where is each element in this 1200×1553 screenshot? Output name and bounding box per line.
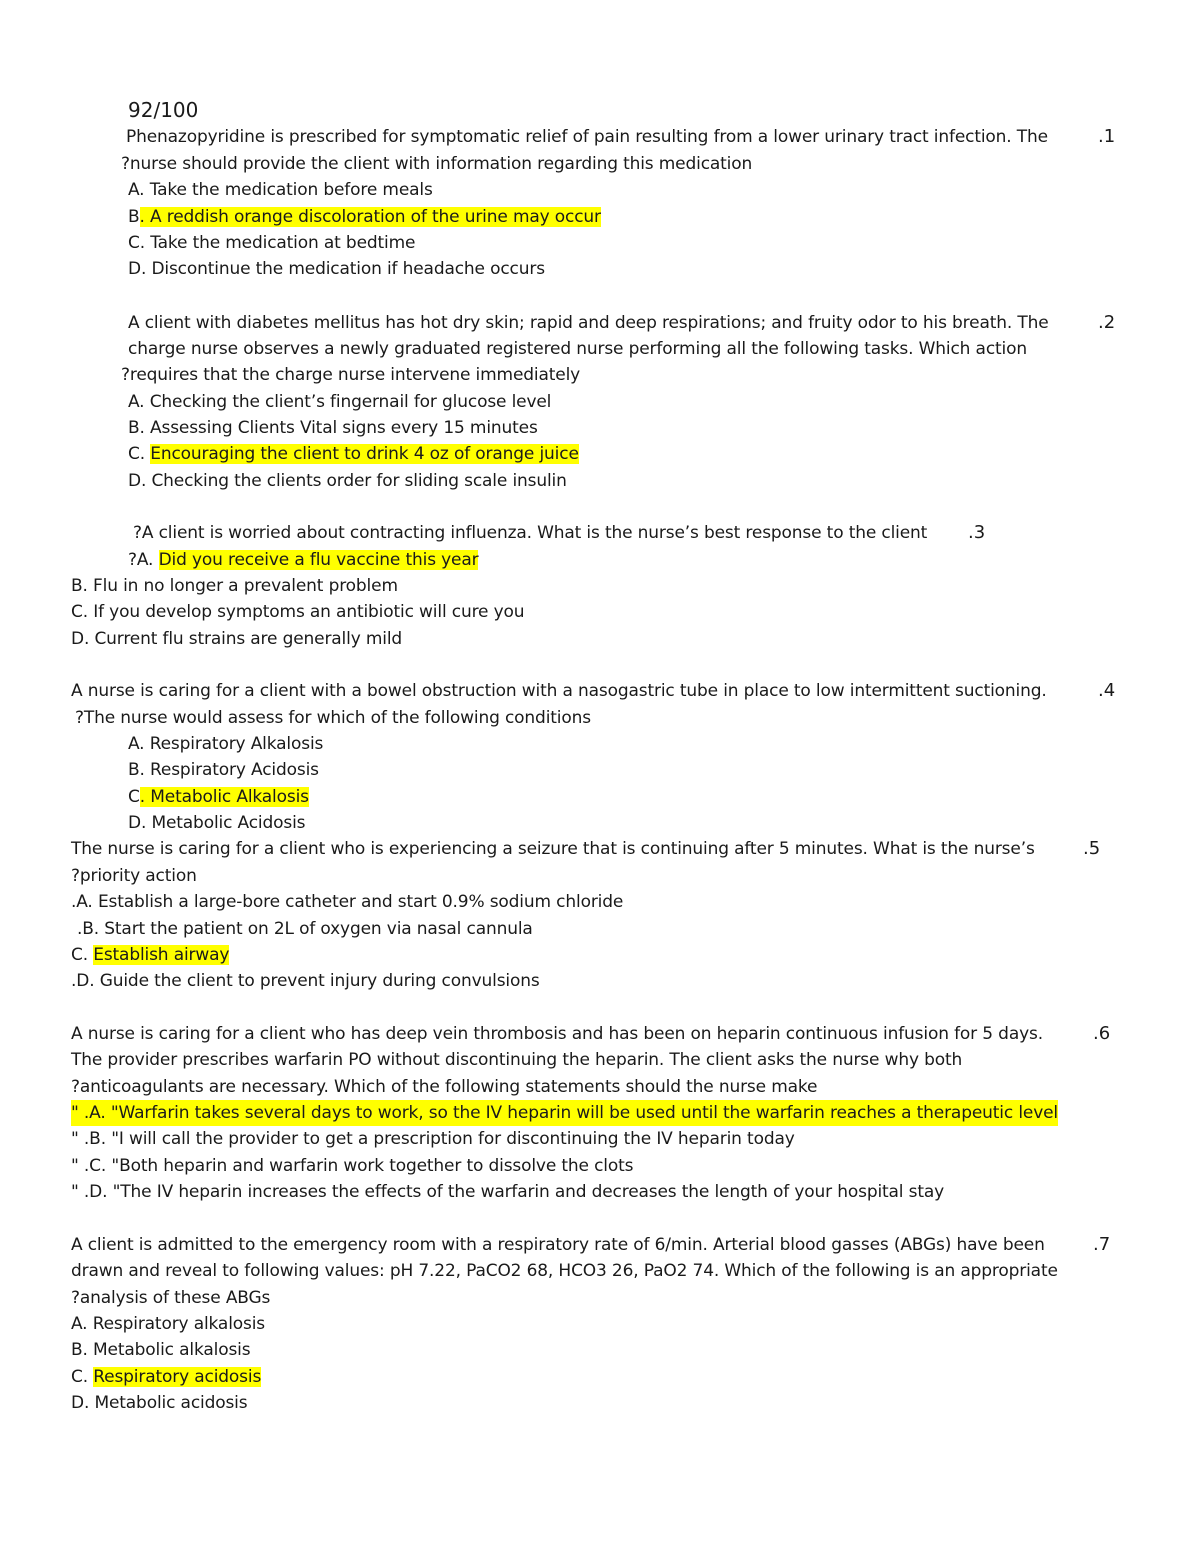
option-prefix: B: [128, 207, 140, 227]
option-b: B. Metabolic alkalosis: [71, 1340, 251, 1360]
option-c: C. Take the medication at bedtime: [128, 233, 416, 253]
question-number: .2: [1098, 312, 1116, 333]
option-prefix: C: [128, 787, 140, 807]
option-a: A. Take the medication before meals: [128, 180, 433, 200]
option-c-correct: [71, 942, 229, 968]
option-prefix: C.: [71, 1367, 94, 1387]
question-text: drawn and reveal to following values: pH 7.22, PaCO2 68, HCO3 26, PaO2 74. Which of the following is an appropriate: [71, 1261, 1058, 1281]
answer-highlight: . A reddish orange discoloration of the urine may occur: [139, 207, 601, 227]
question-text: The provider prescribes warfarin PO without discontinuing the heparin. The client asks the nurse why both: [71, 1050, 963, 1070]
option-prefix: C.: [128, 444, 151, 464]
question-text: ?The nurse would assess for which of the following conditions: [75, 708, 591, 728]
option-d: D. Checking the clients order for sliding scale insulin: [128, 471, 567, 491]
question-text: charge nurse observes a newly graduated registered nurse performing all the following tasks. Which action: [128, 339, 1027, 359]
question-text: ?requires that the charge nurse intervene immediately: [121, 365, 581, 385]
question-text: A client with diabetes mellitus has hot dry skin; rapid and deep respirations; and fruity odor to his breath. The: [128, 313, 1049, 333]
option-b: B. Flu in no longer a prevalent problem: [71, 576, 398, 596]
option-a: A. Checking the client’s fingernail for glucose level: [128, 392, 552, 412]
option-b: " .B. "I will call the provider to get a prescription for discontinuing the IV heparin today: [71, 1129, 795, 1149]
option-c-correct: [71, 1364, 261, 1390]
option-d: " .D. "The IV heparin increases the effects of the warfarin and decreases the length of your hospital stay: [71, 1182, 945, 1202]
option-prefix: C.: [71, 945, 94, 965]
option-d: D. Metabolic Acidosis: [128, 813, 306, 833]
question-text: ?anticoagulants are necessary. Which of the following statements should the nurse make: [71, 1077, 818, 1097]
question-number: .4: [1098, 680, 1116, 701]
question-text: A nurse is caring for a client who has deep vein thrombosis and has been on heparin continuous infusion for 5 days.: [71, 1024, 1043, 1044]
option-d: D. Discontinue the medication if headache occurs: [128, 259, 545, 279]
option-b: B. Assessing Clients Vital signs every 15 minutes: [128, 418, 538, 438]
option-prefix: ?A.: [128, 550, 159, 570]
question-number: .1: [1098, 126, 1116, 147]
answer-highlight: . Metabolic Alkalosis: [139, 787, 309, 807]
option-c-correct: [128, 784, 309, 810]
option-d: D. Metabolic acidosis: [71, 1393, 248, 1413]
question-number: .7: [1093, 1234, 1111, 1255]
option-b: B. Respiratory Acidosis: [128, 760, 319, 780]
option-a-correct: [128, 547, 478, 573]
question-text: A nurse is caring for a client with a bowel obstruction with a nasogastric tube in place to low intermittent suctioning.: [71, 681, 1047, 701]
option-d: .D. Guide the client to prevent injury during convulsions: [71, 971, 540, 991]
option-c: C. If you develop symptoms an antibiotic will cure you: [71, 602, 525, 622]
question-text: The nurse is caring for a client who is experiencing a seizure that is continuing after 5 minutes. What is the nurse’s: [71, 839, 1035, 859]
answer-highlight: Encouraging the client to drink 4 oz of orange juice: [150, 444, 579, 464]
option-c-correct: [128, 441, 579, 467]
score: 92/100: [128, 98, 199, 122]
option-c: " .C. "Both heparin and warfarin work together to dissolve the clots: [71, 1156, 634, 1176]
option-a: A. Respiratory alkalosis: [71, 1314, 266, 1334]
option-a: A. Respiratory Alkalosis: [128, 734, 324, 754]
answer-highlight: Did you receive a flu vaccine this year: [158, 550, 479, 570]
question-text: ?A client is worried about contracting influenza. What is the nurse’s best response to the client: [133, 523, 928, 543]
option-b: .B. Start the patient on 2L of oxygen via nasal cannula: [77, 919, 533, 939]
option-b-correct: [128, 204, 601, 230]
option-d: D. Current flu strains are generally mild: [71, 629, 403, 649]
option-a: .A. Establish a large-bore catheter and start 0.9% sodium chloride: [71, 892, 624, 912]
question-text: ?analysis of these ABGs: [71, 1288, 271, 1308]
question-text: A client is admitted to the emergency room with a respiratory rate of 6/min. Arterial blood gasses (ABGs) have been: [71, 1235, 1045, 1255]
answer-highlight: Establish airway: [93, 945, 230, 965]
option-a-correct: " .A. "Warfarin takes several days to work, so the IV heparin will be used until the warfarin reaches a therapeutic level: [71, 1100, 1058, 1126]
answer-highlight: Respiratory acidosis: [93, 1367, 262, 1387]
question-number: .5: [1083, 838, 1101, 859]
question-number: .3: [968, 522, 986, 543]
question-text: ?nurse should provide the client with information regarding this medication: [121, 154, 753, 174]
question-text: ?priority action: [71, 866, 197, 886]
question-number: .6: [1093, 1023, 1111, 1044]
question-text: Phenazopyridine is prescribed for symptomatic relief of pain resulting from a lower urinary tract infection. The: [126, 127, 1048, 147]
